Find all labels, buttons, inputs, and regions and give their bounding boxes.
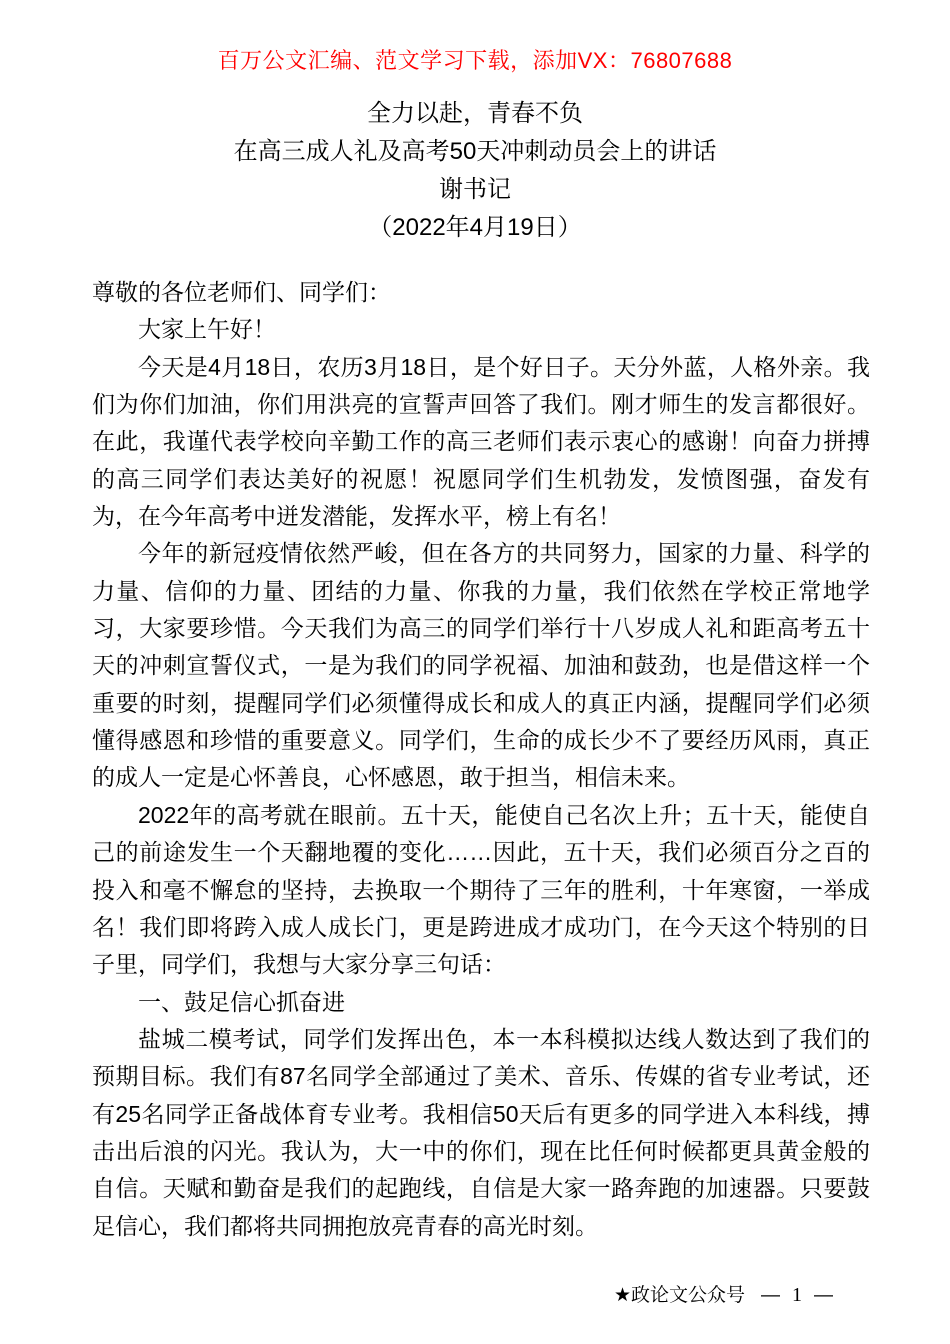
document-body — [92, 274, 870, 1245]
title-block — [0, 95, 950, 247]
star-icon: ★ — [613, 1285, 631, 1306]
page-footer — [614, 1280, 833, 1307]
footer-source-label: 政论文公众号 — [630, 1285, 745, 1306]
section-heading: 一、鼓足信心抓奋进 — [138, 988, 345, 1015]
document-title: 全力以赴，青春不负 — [367, 100, 583, 127]
page-number-block — [761, 1285, 833, 1306]
salutation: 尊敬的各位老师们、同学们： — [92, 279, 391, 305]
page-number-dash-right: — — [814, 1285, 833, 1306]
page-number: 1 — [792, 1284, 802, 1306]
speaker-name: 谢书记 — [439, 176, 511, 203]
body-paragraph: 今年的新冠疫情依然严峻，但在各方的共同努力，国家的力量、科学的力量、信仰的力量、团结的力量、你我的力量，我们依然在学校正常地学习，大家要珍惜。今天我们为高三的同学们举行十八岁成人礼和距高考五十天的冲刺宣誓仪式，一是为我们的同学祝福、加油和鼓劲，也是借这样一个重要的时刻，提醒同学们必须懂得成长和成人的真正内涵，提醒同学们必须懂得感恩和珍惜的重要意义。同学们，生命的成长少不了要经历风雨，真正的成人一定是心怀善良，心怀感恩，敢于担当，相信未来。 — [92, 540, 870, 791]
speech-date: （2022年4月19日） — [368, 214, 582, 241]
header-ad-notice: 百万公文汇编、范文学习下载，添加VX：76807688 — [217, 48, 733, 73]
body-paragraph: 2022年的高考就在眼前。五十天，能使自己名次上升；五十天，能使自己的前途发生一个天翻地覆的变化……因此，五十天，我们必须百分之百的投入和毫不懈怠的坚持，去换取一个期待了三年的胜利，十年寒窗，一举成名！我们即将跨入成人成长门，更是跨进成才成功门，在今天这个特别的日子里，同学们，我想与大家分享三句话： — [92, 801, 870, 978]
greeting-line: 大家上午好！ — [138, 316, 276, 343]
body-paragraph: 今天是4月18日，农历3月18日，是个好日子。天分外蓝，人格外亲。我们为你们加油，你们用洪亮的宣誓声回答了我们。刚才师生的发言都很好。在此，我谨代表学校向辛勤工作的高三老师们表示衷心的感谢！向奋力拼搏的高三同学们表达美好的祝愿！祝愿同学们生机勃发，发愤图强，奋发有为，在今年高考中迸发潜能，发挥水平，榜上有名！ — [92, 353, 870, 530]
document-subtitle: 在高三成人礼及高考50天冲刺动员会上的讲话 — [233, 138, 717, 165]
page-number-dash-left: — — [761, 1285, 780, 1306]
body-paragraph: 盐城二模考试，同学们发挥出色，本一本科模拟达线人数达到了我们的预期目标。我们有87名同学全部通过了美术、音乐、传媒的省专业考试，还有25名同学正备战体育专业考。我相信50天后有更多的同学进入本科线，搏击出后浪的闪光。我认为，大一中的你们，现在比任何时候都更具黄金般的自信。天赋和勤奋是我们的起跑线，自信是大家一路奔跑的加速器。只要鼓足信心，我们都将共同拥抱放亮青春的高光时刻。 — [92, 1025, 870, 1239]
